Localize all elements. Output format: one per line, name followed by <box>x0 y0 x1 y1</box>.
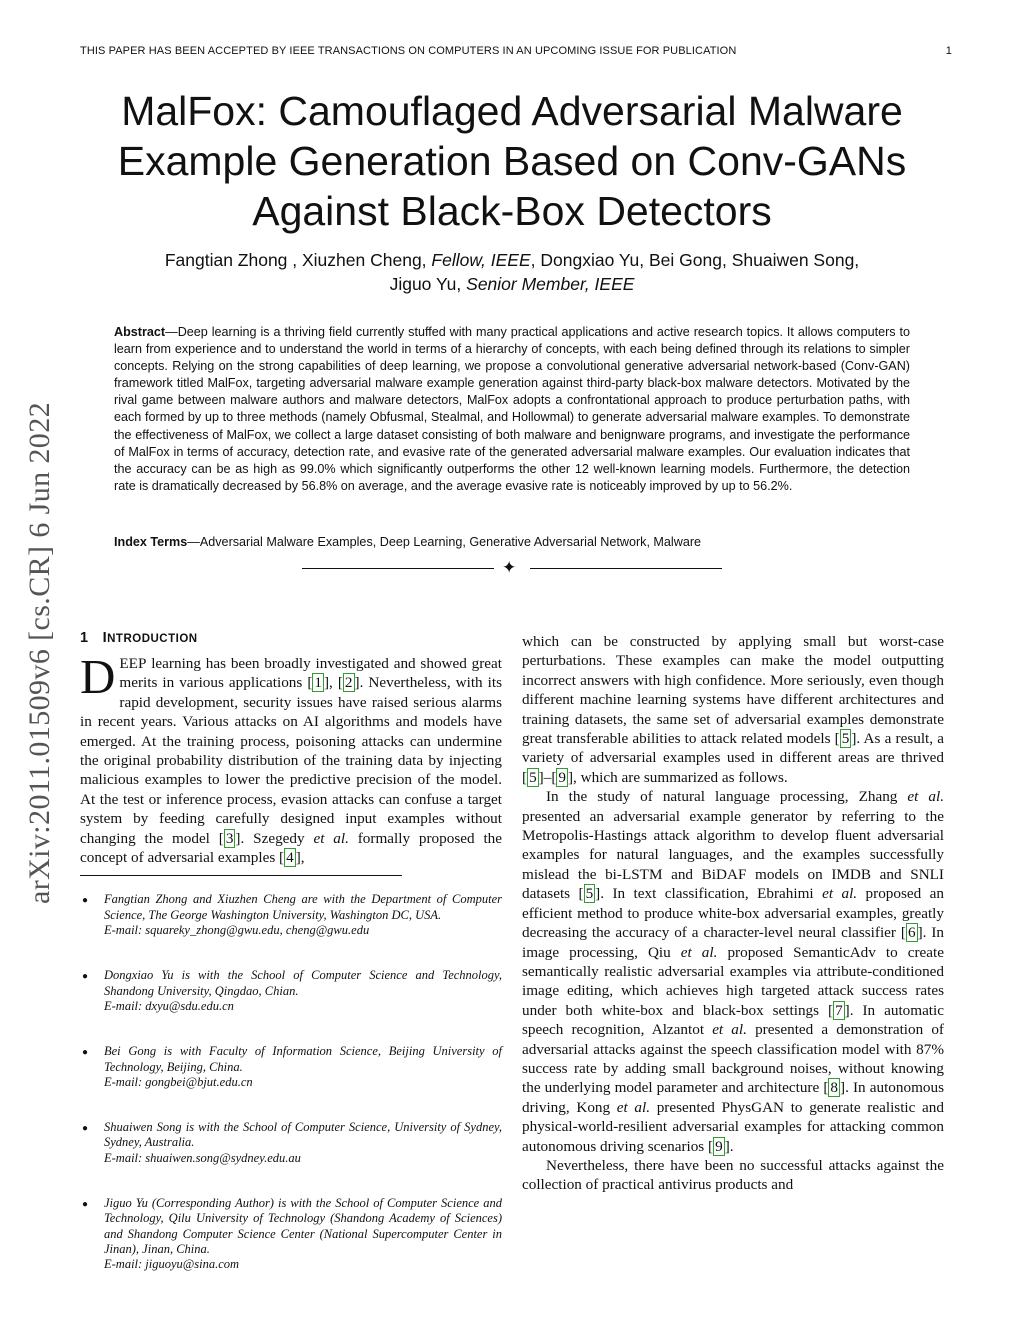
authors-part-1: Fangtian Zhong , Xiuzhen Cheng, <box>164 250 427 270</box>
text-run: which can be constructed by applying small but worst-case perturbations. These examples can make the model outputting incorrect answers with high confidence. More seriously, even though different machine learning systems have different architectures and training datasets, the same set of adversarial examples demonstrate great transferable abilities to attack related models <box>522 633 944 748</box>
et-al: et al. <box>616 1098 651 1116</box>
footnote-item <box>80 1120 502 1166</box>
et-al: et al. <box>680 943 718 961</box>
author-list <box>110 248 914 296</box>
running-head-text: THIS PAPER HAS BEEN ACCEPTED BY IEEE TRANSACTIONS ON COMPUTERS IN AN UPCOMING ISSUE FOR PUBLICATION <box>80 45 737 57</box>
citation-link[interactable]: 5 <box>841 730 850 748</box>
text-run: , which are summarized as follows. <box>573 768 788 786</box>
text-run: . Szegedy <box>240 829 314 847</box>
text-run: In the study of natural language processing, Zhang <box>546 788 908 806</box>
footnote-email: E-mail: dxyu@sdu.edu.cn <box>104 998 234 1013</box>
section-divider <box>300 560 724 578</box>
divider-star-icon: ✦ <box>502 558 517 577</box>
intro-paragraph-3: In the study of natural language processing, Zhang et al. presented an adversarial example generator by referring to the Metropolis-Hastings attack algorithm to develop fluent adversarial examples for natural languages, and the examples successfully mislead the bi-LSTM and BiDAF models on IMDB and SNLI datasets [ 5 ]. In text classification, Ebrahimi et al. proposed an efficient method to produce white-box adversarial examples, greatly decreasing the accuracy of a character-level neural classifier [ 6 ]. In image processing, Qiu et al. proposed SemanticAdv to create semantically realistic adversarial examples via attribute-conditioned image editing, which achieves high targeted attack success rates under both white-box and black-box settings [ 7 ]. In automatic speech recognition, Alzantot et al. presented a demonstration of adversarial attacks against the speech classification model with 87% success rate by adding small background noises, without knowing the underlying model parameter and architecture [ 8 ]. In autonomous driving, Kong et al. presented PhysGAN to generate realistic and physical-world-resilient adversarial examples for attacking common autonomous driving scenarios [ 9 ]. <box>522 788 944 1155</box>
bullet-icon: ● <box>82 1123 89 1135</box>
citation-link[interactable]: 5 <box>585 885 594 903</box>
section-title-initial: I <box>102 630 108 646</box>
text-run: formally proposed the concept of adversarial examples <box>80 829 502 867</box>
citation-link[interactable]: 4 <box>286 849 294 867</box>
abstract-text: —Deep learning is a thriving field currently stuffed with many practical applications and active research topics. It allows computers to learn from experience and to understand the world in terms of a hierarchy of concepts, with each being defined through its relations to simpler concepts. Relying on the strong capabilities of deep learning, we propose a convolutional generative adversarial network-based (Conv-GAN) framework titled MalFox, targeting adversarial malware example generation against third-party black-box malware detectors. Motivated by the rival game between malware authors and malware detectors, MalFox adopts a confrontational approach to produce perturbation paths, with each formed by up to three methods (namely Obfusmal, Stealmal, and Hollowmal) to generate adversarial malware examples. To demonstrate the effectiveness of MalFox, we collect a large dataset consisting of both malware and benignware programs, and investigate the performance of MalFox in terms of accuracy, detection rate, and evasive rate of the generated adversarial malware examples. Our evaluation indicates that the accuracy can be as high as 99.0% which significantly outperforms the other 12 well-known learning models. Furthermore, the detection rate is dramatically decreased by 56.8% on average, and the average evasive rate is noticeably improved by up to 56.2%. <box>114 325 910 493</box>
citation-link[interactable]: 7 <box>835 1001 843 1019</box>
footnote-email: E-mail: squareky_zhong@gwu.edu, cheng@gwu.edu <box>104 923 370 938</box>
text-run: presented PhysGAN to generate realistic and physical-world-resilient adversarial examples for attacking common autonomous driving scenarios <box>522 1098 944 1155</box>
intro-paragraph-4: Nevertheless, there have been no successful attacks against the collection of practical antivirus products and <box>522 1156 944 1194</box>
text-run: . In autonomous driving, Kong <box>522 1079 944 1116</box>
text-run: . In text classification, Ebrahimi <box>600 885 823 903</box>
text-run: presented an adversarial example generator by referring to the Metropolis-Hastings attack algorithm to develop fluent adversarial examples for natural languages, and the examples successfully mislead the bi-LSTM and BiDAF models on IMDB and SNLI datasets <box>522 807 944 903</box>
index-terms <box>114 534 910 551</box>
title-line-1: MalFox: Camouflaged Adversarial Malware <box>121 88 903 134</box>
text-run: learning has been broadly investigated and showed great merits in various applications <box>119 655 502 692</box>
text-run: . As a result, a variety of adversarial examples used in different areas are thrived <box>522 730 944 767</box>
footnote-affiliation: Shuaiwen Song is with the School of Computer Science, University of Sydney, Sydney, Australia. <box>104 1120 502 1150</box>
text-run: , <box>329 674 338 692</box>
running-header <box>80 45 952 57</box>
footnote-affiliation: Fangtian Zhong and Xiuzhen Cheng are with the Department of Computer Science, The George Washington University, Washington DC, USA. <box>104 892 502 922</box>
citation-link[interactable]: 9 <box>715 1137 723 1155</box>
footnote-email: E-mail: shuaiwen.song@sydney.edu.au <box>104 1150 301 1165</box>
title-line-3: Against Black-Box Detectors <box>252 188 772 234</box>
footnote-affiliation: Dongxiao Yu is with the School of Computer Science and Technology, Shandong University, Qingdao, Chian. <box>104 968 502 998</box>
citation-link[interactable]: 3 <box>225 829 234 847</box>
citation-link[interactable]: 5 <box>529 768 537 786</box>
bullet-icon: ● <box>82 1047 89 1059</box>
divider-line-left <box>302 568 494 569</box>
title-line-2: Example Generation Based on Conv-GANs <box>117 138 907 184</box>
page-number: 1 <box>945 45 952 57</box>
bullet-icon: ● <box>82 971 89 983</box>
footnote-item <box>80 1196 502 1272</box>
left-column <box>80 630 502 1303</box>
section-number: 1 <box>80 630 89 646</box>
section-title-rest: NTRODUCTION <box>107 633 198 645</box>
footnote-affiliation: Jiguo Yu (Corresponding Author) is with the School of Computer Science and Technology, Qilu University of Technology (Shandong Academy of Sciences) and Shandong Computer Science Center (National Supercomputer Center in Jinan), Jinan, China. <box>104 1196 502 1256</box>
et-al: et al. <box>313 829 349 847</box>
divider-line-right <box>530 568 722 569</box>
text-run: . Nevertheless, with its rapid development, security issues have raised serious alarms in recent years. Various attacks on AI algorithms and models have emerged. At the training process, poisoning attacks can undermine the original probability distribution of the training data by injecting malicious examples to lower the predictive precision of the model. At the test or inference process, evasion attacks can confuse a target system by feeding carefully designed input examples without changing the model <box>80 674 502 847</box>
footnote-item <box>80 1044 502 1090</box>
footnote-email: E-mail: gongbei@bjut.edu.cn <box>104 1074 253 1089</box>
bullet-icon: ● <box>82 895 89 907</box>
authors-part-3: Jiguo Yu, <box>389 274 462 294</box>
intro-paragraph-1: DEEP learning has been broadly investigated and showed great merits in various applications [ 1 ], [ 2 ]. Nevertheless, with its rapid development, security issues have raised serious alarms in recent years. Various attacks on AI algorithms and models have emerged. At the training process, poisoning attacks can undermine the original probability distribution of the training data by injecting malicious examples to lower the predictive precision of the model. At the test or inference process, evasion attacks can confuse a target system by feeding carefully designed input examples without changing the model [ 3 ]. Szegedy et al. formally proposed the concept of adversarial examples [ 4 ], <box>80 649 502 867</box>
text-run: presented a demonstration of adversarial attacks against the speech classification model with 87% success rate by adding small background noises, without knowing the underlying model parameter and architecture <box>522 1021 944 1097</box>
arxiv-stamp <box>20 370 60 935</box>
text-run: proposed an efficient method to produce white-box adversarial examples, greatly decreasing the accuracy of a character-level neural classifier <box>522 885 944 942</box>
index-terms-label: Index Terms <box>114 535 188 549</box>
footnote-item <box>80 968 502 1014</box>
text-run: . <box>729 1137 734 1155</box>
citation-link[interactable]: 8 <box>830 1079 838 1097</box>
text-run: . In automatic speech recognition, Alzantot <box>522 1001 944 1039</box>
text-run: proposed SemanticAdv to create semantically realistic adversarial examples via attribute-conditioned image editing, which achieves high targeted attack success rates under both white-box and black-box settings <box>522 943 944 1019</box>
footnote-list <box>80 892 502 1272</box>
citation-link[interactable]: 2 <box>344 674 353 692</box>
author-role-fellow: Fellow, IEEE <box>431 250 531 270</box>
author-role-senior-member: Senior Member, IEEE <box>466 274 635 294</box>
footnote-affiliation: Bei Gong is with Faculty of Information Science, Beijing University of Technology, Beijing, China. <box>104 1044 502 1074</box>
intro-paragraph-2: which can be constructed by applying small but worst-case perturbations. These examples can make the model outputting incorrect answers with high confidence. More seriously, even though different machine learning systems have different architectures and training datasets, the same set of adversarial examples demonstrate great transferable abilities to attack related models [ 5 ]. As a result, a variety of adversarial examples used in different areas are thrived [ 5 ]–[ 9 ], which are summarized as follows. <box>522 633 944 786</box>
footnote-rule <box>80 875 402 876</box>
bullet-icon: ● <box>82 1199 89 1211</box>
index-terms-text: —Adversarial Malware Examples, Deep Learning, Generative Adversarial Network, Malware <box>187 535 702 549</box>
footnote-item <box>80 892 502 938</box>
text-run: , <box>300 849 305 867</box>
abstract-label: Abstract <box>114 325 166 339</box>
et-al: et al. <box>712 1021 747 1039</box>
section-heading <box>80 630 502 646</box>
et-al: et al. <box>822 885 858 903</box>
range-dash: – <box>543 768 552 786</box>
citation-link[interactable]: 6 <box>907 924 916 942</box>
arxiv-stamp-text: arXiv:2011.01509v6 [cs.CR] 6 Jun 2022 <box>23 401 56 904</box>
citation-link[interactable]: 1 <box>314 674 322 692</box>
footnote-email: E-mail: jiguoyu@sina.com <box>104 1257 240 1272</box>
right-column <box>522 632 944 1195</box>
paper-title <box>100 86 924 236</box>
authors-part-2: , Dongxiao Yu, Bei Gong, Shuaiwen Song, <box>530 250 860 270</box>
drop-cap: D <box>80 649 116 704</box>
abstract <box>114 324 910 495</box>
first-word-rest: EEP <box>119 655 147 672</box>
text-run: . In image processing, Qiu <box>522 924 944 961</box>
citation-link[interactable]: 9 <box>558 768 566 786</box>
et-al: et al. <box>907 788 944 806</box>
